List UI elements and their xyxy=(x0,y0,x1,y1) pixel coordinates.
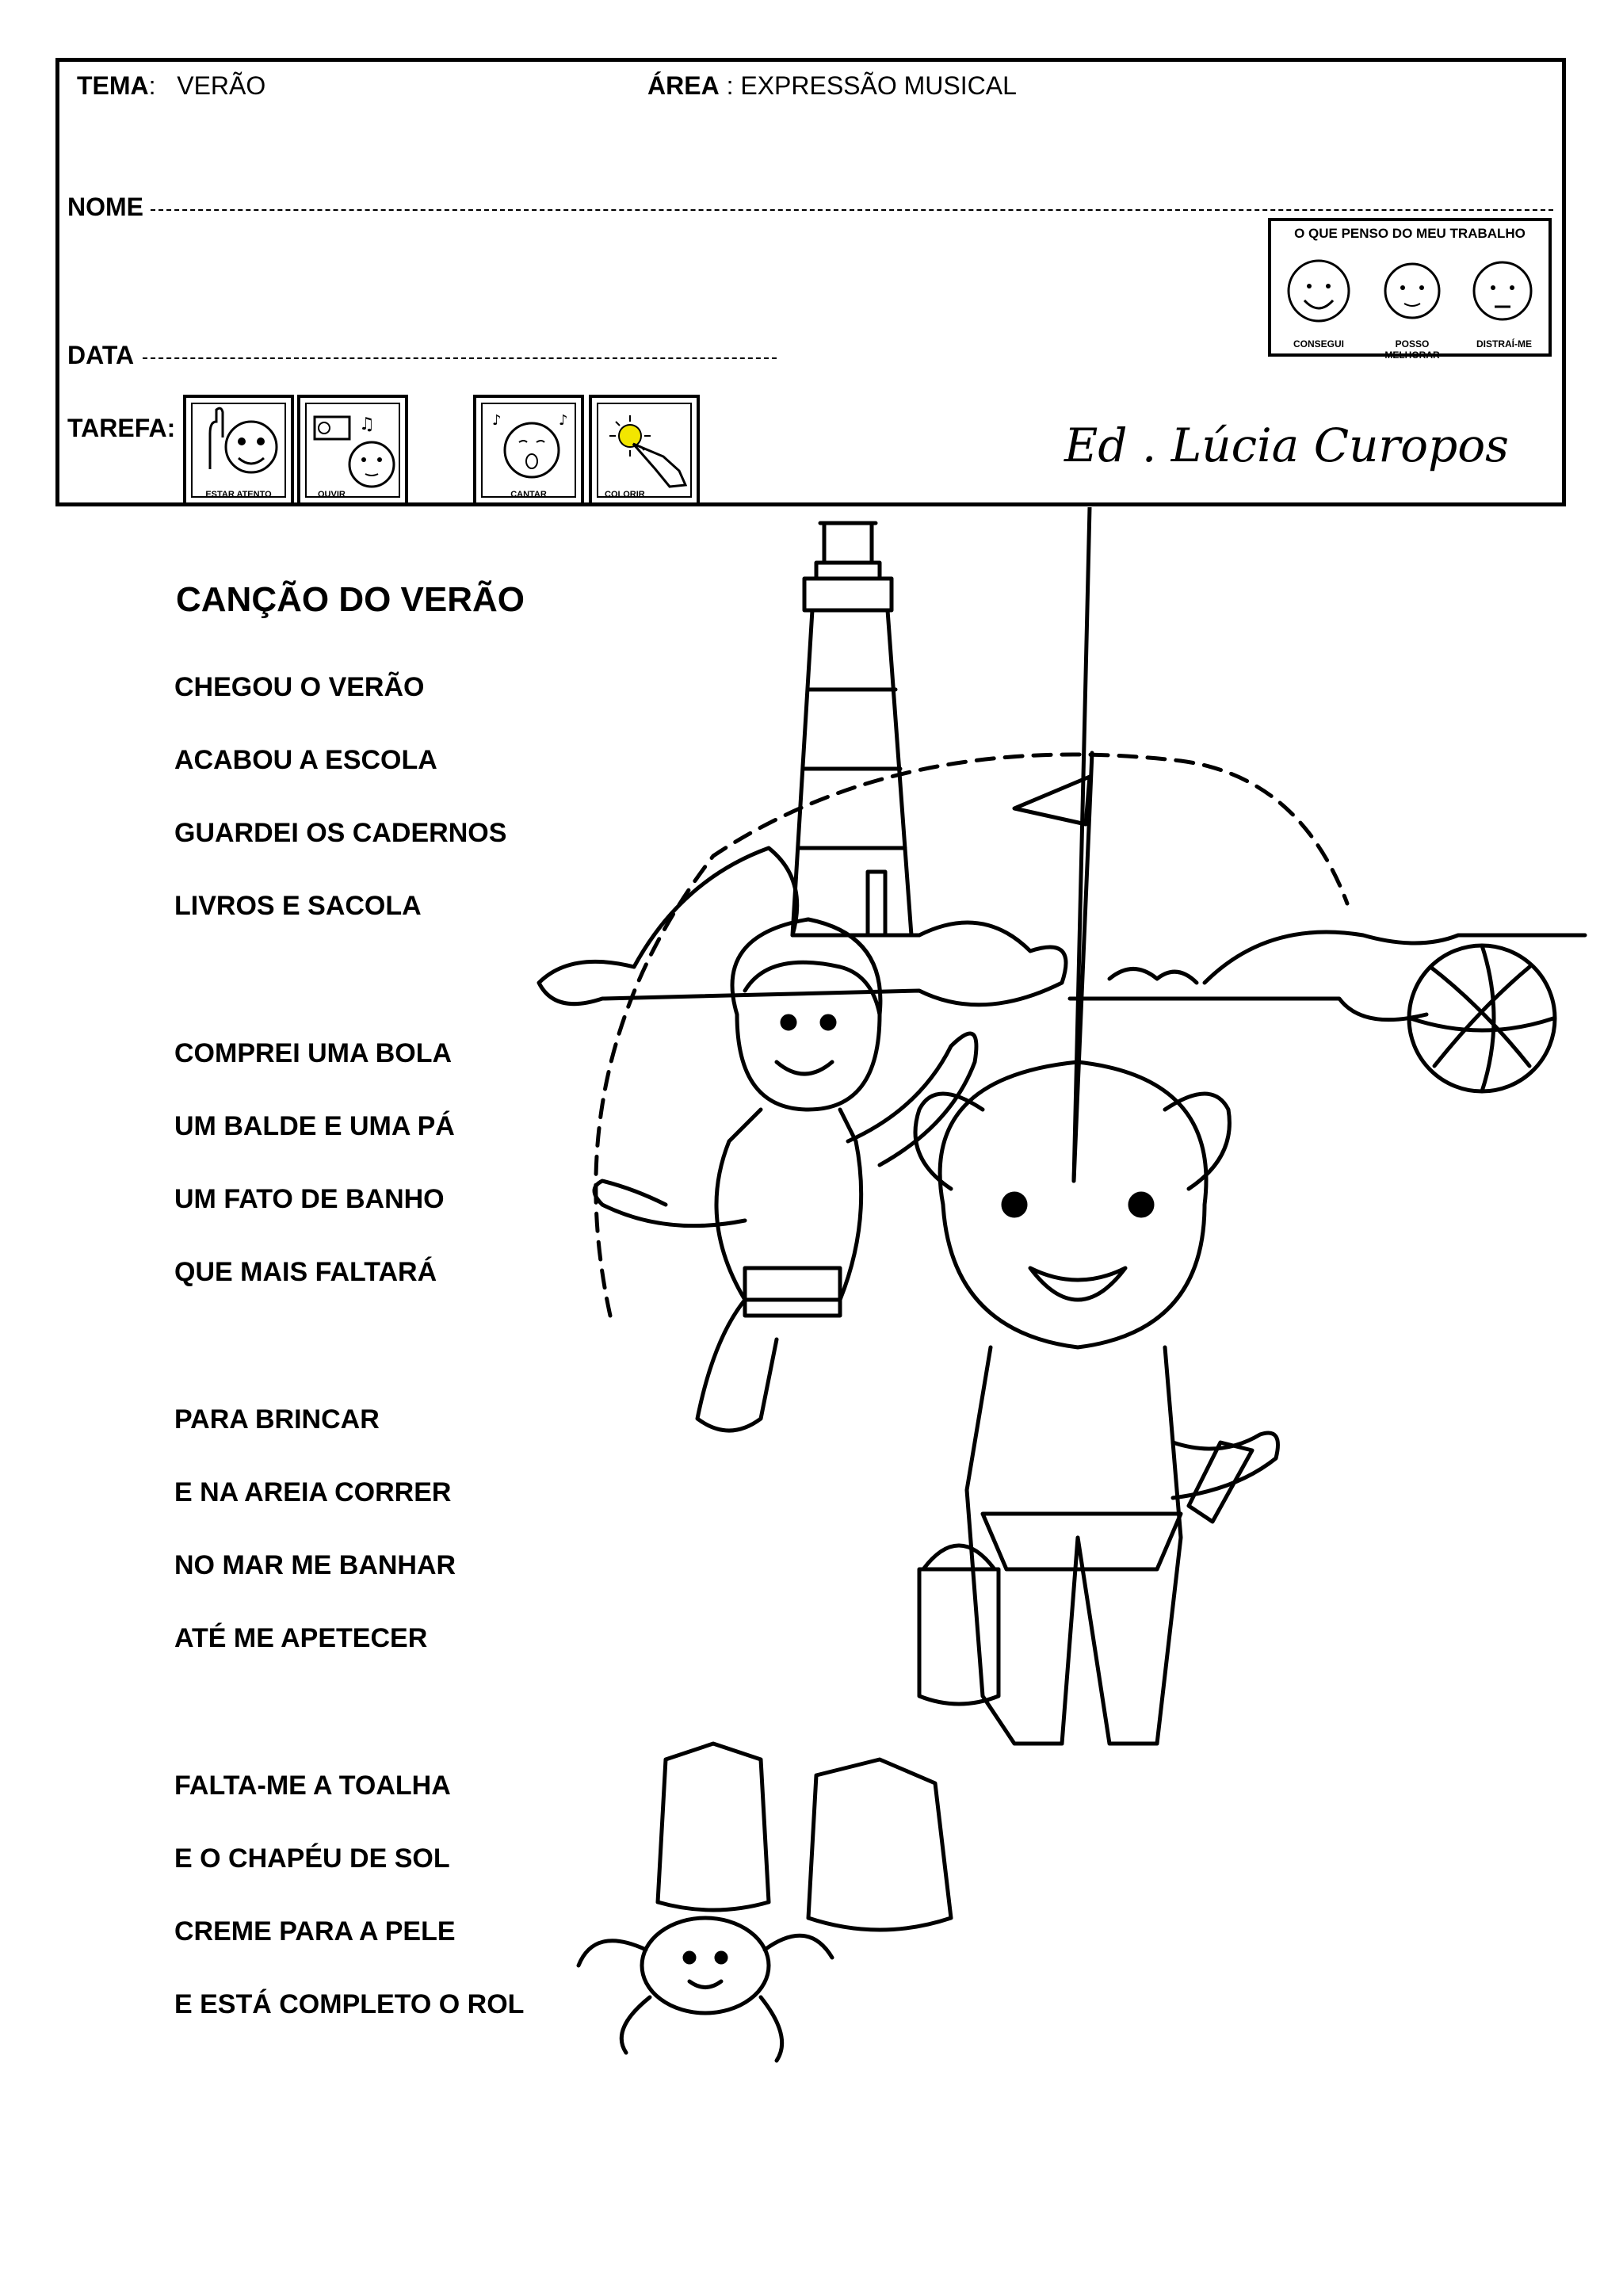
song-line: GUARDEI OS CADERNOS xyxy=(174,818,507,848)
song-line: CHEGOU O VERÃO xyxy=(174,672,425,702)
wave xyxy=(1109,969,1197,984)
song-line: FALTA-ME A TOALHA xyxy=(174,1771,451,1801)
song-line: E NA AREIA CORRER xyxy=(174,1477,452,1507)
song-line: LIVROS E SACOLA xyxy=(174,891,422,921)
task-ouvir xyxy=(297,395,408,506)
song-title: CANÇÃO DO VERÃO xyxy=(176,580,525,619)
nome-fill-line[interactable] xyxy=(151,209,1553,211)
option-posso-melhorar: POSSO MELHORAR xyxy=(1384,338,1440,361)
data-label: DATA xyxy=(67,341,135,369)
task-label-ouvir: OUVIR xyxy=(318,490,346,499)
beach-ball xyxy=(1409,946,1555,1091)
tarefa-label: TAREFA: xyxy=(67,414,176,442)
sand-bucket-shape xyxy=(658,1744,769,1910)
data-field xyxy=(67,341,134,370)
self-eval-faces xyxy=(1271,245,1549,332)
tema-colon: : xyxy=(148,71,178,100)
tarefa-field xyxy=(67,414,175,443)
crab xyxy=(579,1918,832,2061)
flag xyxy=(1014,507,1092,1181)
area-label: ÁREA xyxy=(647,71,720,100)
tema-field xyxy=(77,71,265,101)
area-field xyxy=(647,71,1017,101)
song-line: ACABOU A ESCOLA xyxy=(174,745,437,775)
beach-illustration[interactable] xyxy=(507,507,1593,2076)
song-line: E O CHAPÉU DE SOL xyxy=(174,1843,450,1874)
happy-face-icon xyxy=(1289,261,1349,321)
song-line: QUE MAIS FALTARÁ xyxy=(174,1257,437,1287)
nome-label: NOME xyxy=(67,193,143,221)
svg-text:♪: ♪ xyxy=(492,412,502,429)
rocks xyxy=(539,848,1066,1005)
neutral-face-icon xyxy=(1385,264,1439,318)
task-colorir xyxy=(589,395,700,506)
option-consegui: CONSEGUI xyxy=(1293,338,1344,350)
song-line: E ESTÁ COMPLETO O ROL xyxy=(174,1989,525,2019)
task-cantar xyxy=(473,395,584,506)
svg-text:♪: ♪ xyxy=(559,412,568,429)
song-line: CREME PARA A PELE xyxy=(174,1916,456,1946)
self-eval-title: O QUE PENSO DO MEU TRABALHO xyxy=(1294,226,1526,241)
worksheet-header xyxy=(55,58,1566,506)
song-line: ATÉ ME APETECER xyxy=(174,1623,428,1653)
task-label-colorir: COLORIR xyxy=(605,490,645,499)
song-line: UM FATO DE BANHO xyxy=(174,1184,445,1214)
lighthouse xyxy=(792,523,911,935)
author-signature: Ed . Lúcia Curopos xyxy=(1064,418,1509,472)
sad-face-icon xyxy=(1474,262,1531,319)
nome-field xyxy=(67,193,143,222)
song-line: NO MAR ME BANHAR xyxy=(174,1550,456,1580)
tema-label: TEMA xyxy=(77,71,149,100)
song-line: COMPREI UMA BOLA xyxy=(174,1038,453,1068)
task-label-estar-atento: ESTAR ATENTO xyxy=(205,490,272,499)
song-line: UM BALDE E UMA PÁ xyxy=(174,1111,455,1141)
song-line: PARA BRINCAR xyxy=(174,1404,380,1435)
self-evaluation-box xyxy=(1268,218,1552,361)
sea-horizon xyxy=(1205,932,1585,983)
area-value: EXPRESSÃO MUSICAL xyxy=(740,71,1017,100)
data-fill-line[interactable] xyxy=(143,357,777,359)
task-estar-atento xyxy=(183,395,294,506)
option-distrai-me: DISTRAÍ-ME xyxy=(1476,338,1532,350)
task-label-cantar: CANTAR xyxy=(510,490,547,499)
girl xyxy=(915,1062,1278,1744)
svg-text:♫: ♫ xyxy=(359,415,375,434)
sand-bucket-shape xyxy=(808,1759,951,1930)
tema-value: VERÃO xyxy=(177,71,266,100)
sea-line xyxy=(1070,999,1426,1020)
area-colon: : xyxy=(719,71,741,100)
